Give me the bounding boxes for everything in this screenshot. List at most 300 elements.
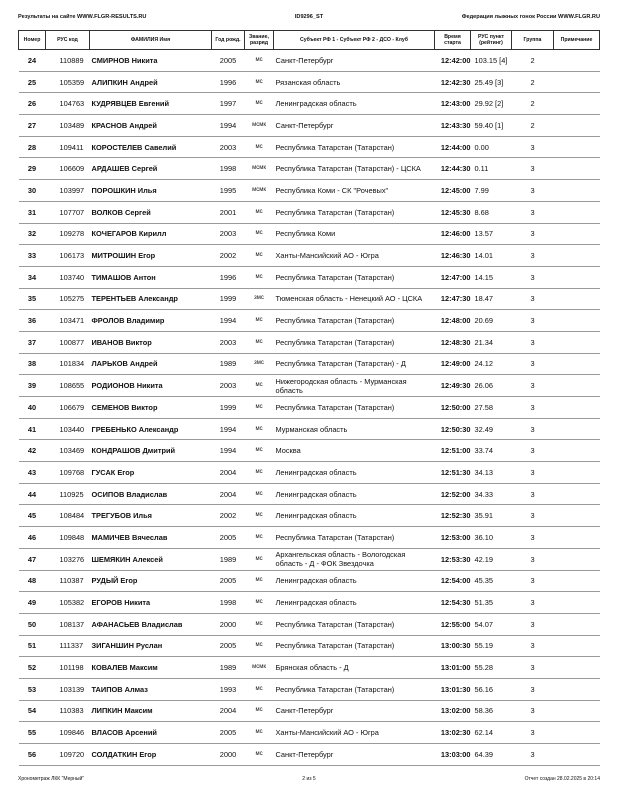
cell-points: 0.00 [471, 136, 512, 158]
cell-note [554, 635, 600, 657]
cell-region: Мурманская область [274, 418, 435, 440]
cell-region: Ленинградская область [274, 570, 435, 592]
cell-athlete-name: ШЕМЯКИН Алексей [90, 548, 212, 570]
cell-birth-year: 2005 [212, 527, 245, 549]
cell-points: 42.19 [471, 548, 512, 570]
cell-region: Брянская область - Д [274, 657, 435, 679]
cell-number: 47 [19, 548, 46, 570]
cell-athlete-name: КОНДРАШОВ Дмитрий [90, 440, 212, 462]
cell-rus-code: 109720 [46, 744, 90, 766]
col-header-num: Номер [19, 31, 46, 50]
cell-rank: мс [245, 93, 274, 115]
table-row [19, 266, 600, 288]
cell-start-time: 12:54:00 [435, 570, 471, 592]
cell-start-time: 12:53:30 [435, 548, 471, 570]
cell-athlete-name: ТРЕГУБОВ Илья [90, 505, 212, 527]
cell-birth-year: 1995 [212, 180, 245, 202]
start-list-table [18, 30, 600, 766]
cell-athlete-name: ПОРОШКИН Илья [90, 180, 212, 202]
cell-region: Ханты-Мансийский АО - Югра [274, 722, 435, 744]
cell-rus-code: 101198 [46, 657, 90, 679]
cell-number: 34 [19, 266, 46, 288]
cell-group: 3 [512, 657, 554, 679]
cell-rank: мс [245, 678, 274, 700]
cell-start-time: 13:00:30 [435, 635, 471, 657]
cell-rank: мс [245, 223, 274, 245]
cell-number: 55 [19, 722, 46, 744]
cell-note [554, 158, 600, 180]
cell-start-time: 13:01:00 [435, 657, 471, 679]
cell-rank: мс [245, 201, 274, 223]
cell-birth-year: 1999 [212, 397, 245, 419]
cell-athlete-name: ОСИПОВ Владислав [90, 483, 212, 505]
cell-note [554, 71, 600, 93]
cell-group: 3 [512, 397, 554, 419]
cell-rank: мсмк [245, 180, 274, 202]
cell-athlete-name: СЕМЕНОВ Виктор [90, 397, 212, 419]
cell-note [554, 136, 600, 158]
table-row [19, 418, 600, 440]
cell-start-time: 12:55:00 [435, 613, 471, 635]
cell-note [554, 744, 600, 766]
cell-note [554, 50, 600, 72]
cell-rus-code: 103469 [46, 440, 90, 462]
cell-rank: мсмк [245, 657, 274, 679]
cell-region: Москва [274, 440, 435, 462]
cell-start-time: 13:01:30 [435, 678, 471, 700]
cell-athlete-name: КОВАЛЕВ Максим [90, 657, 212, 679]
cell-number: 41 [19, 418, 46, 440]
cell-points: 34.33 [471, 483, 512, 505]
cell-note [554, 700, 600, 722]
cell-number: 56 [19, 744, 46, 766]
cell-number: 50 [19, 613, 46, 635]
cell-note [554, 570, 600, 592]
cell-start-time: 12:48:00 [435, 310, 471, 332]
cell-rus-code: 108137 [46, 613, 90, 635]
cell-birth-year: 2004 [212, 462, 245, 484]
cell-region: Республика Татарстан (Татарстан) [274, 635, 435, 657]
cell-birth-year: 1999 [212, 288, 245, 310]
cell-rus-code: 106173 [46, 245, 90, 267]
cell-region: Республика Татарстан (Татарстан) [274, 331, 435, 353]
cell-birth-year: 2003 [212, 375, 245, 397]
cell-points: 54.07 [471, 613, 512, 635]
cell-group: 3 [512, 483, 554, 505]
cell-birth-year: 2002 [212, 245, 245, 267]
cell-group: 3 [512, 462, 554, 484]
cell-rank: мс [245, 245, 274, 267]
table-row [19, 71, 600, 93]
table-header-row [19, 31, 600, 50]
cell-region: Тюменская область - Ненецкий АО - ЦСКА [274, 288, 435, 310]
cell-start-time: 13:03:00 [435, 744, 471, 766]
cell-athlete-name: ТИМАШОВ Антон [90, 266, 212, 288]
table-row [19, 592, 600, 614]
cell-region: Ленинградская область [274, 592, 435, 614]
cell-group: 3 [512, 266, 554, 288]
cell-group: 3 [512, 700, 554, 722]
cell-rus-code: 109768 [46, 462, 90, 484]
cell-rus-code: 106679 [46, 397, 90, 419]
cell-start-time: 12:47:30 [435, 288, 471, 310]
cell-birth-year: 1996 [212, 71, 245, 93]
cell-region: Ленинградская область [274, 462, 435, 484]
cell-rus-code: 105359 [46, 71, 90, 93]
table-row [19, 722, 600, 744]
cell-group: 3 [512, 570, 554, 592]
cell-rank: мс [245, 635, 274, 657]
cell-athlete-name: ЗИГАНШИН Руслан [90, 635, 212, 657]
cell-rank: мс [245, 375, 274, 397]
cell-points: 7.99 [471, 180, 512, 202]
cell-birth-year: 2002 [212, 505, 245, 527]
cell-birth-year: 2001 [212, 201, 245, 223]
table-row [19, 288, 600, 310]
cell-athlete-name: МИТРОШИН Егор [90, 245, 212, 267]
cell-birth-year: 1998 [212, 592, 245, 614]
cell-region: Республика Татарстан (Татарстан) [274, 613, 435, 635]
cell-note [554, 353, 600, 375]
cell-points: 59.40 [1] [471, 115, 512, 137]
cell-rank: мс [245, 527, 274, 549]
cell-note [554, 397, 600, 419]
cell-start-time: 12:50:30 [435, 418, 471, 440]
cell-group: 3 [512, 375, 554, 397]
cell-start-time: 12:42:00 [435, 50, 471, 72]
cell-points: 64.39 [471, 744, 512, 766]
cell-points: 62.14 [471, 722, 512, 744]
cell-number: 35 [19, 288, 46, 310]
cell-note [554, 613, 600, 635]
cell-group: 3 [512, 592, 554, 614]
cell-athlete-name: ВОЛКОВ Сергей [90, 201, 212, 223]
cell-note [554, 483, 600, 505]
cell-birth-year: 2000 [212, 613, 245, 635]
cell-number: 38 [19, 353, 46, 375]
cell-athlete-name: АФАНАСЬЕВ Владислав [90, 613, 212, 635]
cell-rank: мс [245, 397, 274, 419]
cell-number: 37 [19, 331, 46, 353]
cell-number: 52 [19, 657, 46, 679]
cell-group: 3 [512, 180, 554, 202]
table-row [19, 375, 600, 397]
cell-region: Республика Коми [274, 223, 435, 245]
table-row [19, 223, 600, 245]
cell-rus-code: 110383 [46, 700, 90, 722]
cell-rank: мсмк [245, 158, 274, 180]
table-row [19, 201, 600, 223]
cell-group: 3 [512, 744, 554, 766]
table-row [19, 331, 600, 353]
cell-start-time: 12:54:30 [435, 592, 471, 614]
cell-birth-year: 2005 [212, 635, 245, 657]
timing-credit: Хронометраж ЛКК "Мерный" [18, 776, 85, 782]
cell-region: Республика Татарстан (Татарстан) [274, 397, 435, 419]
cell-region: Республика Коми - СК "Рочевых" [274, 180, 435, 202]
cell-note [554, 527, 600, 549]
cell-points: 45.35 [471, 570, 512, 592]
cell-rank: мс [245, 722, 274, 744]
cell-region: Санкт-Петербург [274, 115, 435, 137]
cell-rank: мс [245, 570, 274, 592]
cell-region: Ленинградская область [274, 483, 435, 505]
cell-birth-year: 1997 [212, 93, 245, 115]
cell-points: 20.69 [471, 310, 512, 332]
cell-group: 2 [512, 93, 554, 115]
cell-points: 21.34 [471, 331, 512, 353]
cell-rank: мс [245, 418, 274, 440]
cell-number: 32 [19, 223, 46, 245]
cell-note [554, 548, 600, 570]
cell-number: 44 [19, 483, 46, 505]
cell-start-time: 12:52:30 [435, 505, 471, 527]
cell-note [554, 93, 600, 115]
table-row [19, 50, 600, 72]
cell-points: 0.11 [471, 158, 512, 180]
table-row [19, 462, 600, 484]
cell-athlete-name: ЛАРЬКОВ Андрей [90, 353, 212, 375]
table-row [19, 245, 600, 267]
cell-note [554, 266, 600, 288]
table-row [19, 613, 600, 635]
cell-start-time: 13:02:30 [435, 722, 471, 744]
cell-athlete-name: КОЧЕГАРОВ Кирилл [90, 223, 212, 245]
cell-region: Республика Татарстан (Татарстан) [274, 136, 435, 158]
cell-number: 29 [19, 158, 46, 180]
cell-rank: мс [245, 71, 274, 93]
site-url-header: Результаты на сайте WWW.FLGR-RESULTS.RU [18, 14, 147, 20]
cell-rank: мс [245, 592, 274, 614]
cell-note [554, 505, 600, 527]
cell-points: 58.36 [471, 700, 512, 722]
cell-points: 14.15 [471, 266, 512, 288]
cell-start-time: 12:49:00 [435, 353, 471, 375]
cell-group: 3 [512, 158, 554, 180]
table-row [19, 744, 600, 766]
cell-rus-code: 105382 [46, 592, 90, 614]
cell-athlete-name: ГРЕБЕНЬКО Александр [90, 418, 212, 440]
cell-number: 51 [19, 635, 46, 657]
cell-points: 13.57 [471, 223, 512, 245]
cell-region: Ленинградская область [274, 93, 435, 115]
cell-rus-code: 110387 [46, 570, 90, 592]
cell-start-time: 12:47:00 [435, 266, 471, 288]
cell-athlete-name: ИВАНОВ Виктор [90, 331, 212, 353]
cell-rus-code: 110925 [46, 483, 90, 505]
cell-note [554, 245, 600, 267]
cell-start-time: 12:44:30 [435, 158, 471, 180]
col-header-code: РУС код [46, 31, 90, 50]
cell-rus-code: 109846 [46, 722, 90, 744]
cell-birth-year: 2005 [212, 50, 245, 72]
cell-number: 25 [19, 71, 46, 93]
cell-birth-year: 2000 [212, 744, 245, 766]
federation-header: Федерация лыжных гонок России WWW.FLGR.RU [461, 14, 600, 20]
cell-points: 8.68 [471, 201, 512, 223]
report-timestamp: Отчет создан 28.02.2025 в 20:14 [524, 776, 600, 782]
cell-rus-code: 103139 [46, 678, 90, 700]
cell-athlete-name: КУДРЯВЦЕВ Евгений [90, 93, 212, 115]
cell-rank: мс [245, 266, 274, 288]
cell-number: 27 [19, 115, 46, 137]
cell-birth-year: 2003 [212, 136, 245, 158]
cell-rank: змс [245, 353, 274, 375]
table-row [19, 136, 600, 158]
cell-group: 3 [512, 722, 554, 744]
cell-points: 103.15 [4] [471, 50, 512, 72]
cell-rus-code: 105275 [46, 288, 90, 310]
cell-group: 3 [512, 548, 554, 570]
cell-points: 34.13 [471, 462, 512, 484]
cell-birth-year: 2003 [212, 223, 245, 245]
cell-region: Республика Татарстан (Татарстан) [274, 266, 435, 288]
cell-group: 3 [512, 613, 554, 635]
cell-group: 3 [512, 136, 554, 158]
cell-start-time: 12:51:30 [435, 462, 471, 484]
cell-birth-year: 1994 [212, 440, 245, 462]
cell-athlete-name: АРДАШЕВ Сергей [90, 158, 212, 180]
cell-rus-code: 103471 [46, 310, 90, 332]
table-row [19, 657, 600, 679]
cell-athlete-name: ГУСАК Егор [90, 462, 212, 484]
cell-note [554, 657, 600, 679]
cell-points: 27.58 [471, 397, 512, 419]
cell-region: Санкт-Петербург [274, 50, 435, 72]
cell-region: Республика Татарстан (Татарстан) [274, 310, 435, 332]
cell-rank: мс [245, 700, 274, 722]
cell-rus-code: 104763 [46, 93, 90, 115]
cell-birth-year: 2004 [212, 483, 245, 505]
cell-athlete-name: КОРОСТЕЛЕВ Савелий [90, 136, 212, 158]
cell-group: 3 [512, 245, 554, 267]
cell-athlete-name: ТЕРЕНТЬЕВ Александр [90, 288, 212, 310]
cell-athlete-name: ФРОЛОВ Владимир [90, 310, 212, 332]
cell-region: Республика Татарстан (Татарстан) [274, 678, 435, 700]
cell-group: 3 [512, 288, 554, 310]
page-number: 2 из 5 [302, 776, 316, 782]
cell-points: 33.74 [471, 440, 512, 462]
cell-birth-year: 2004 [212, 700, 245, 722]
cell-athlete-name: ВЛАСОВ Арсений [90, 722, 212, 744]
cell-group: 3 [512, 678, 554, 700]
cell-note [554, 115, 600, 137]
col-header-subject: Субъект РФ 1 - Субъект РФ 2 - ДСО - Клуб [274, 31, 435, 50]
cell-athlete-name: ЕГОРОВ Никита [90, 592, 212, 614]
table-row [19, 397, 600, 419]
cell-rus-code: 103276 [46, 548, 90, 570]
cell-birth-year: 1989 [212, 353, 245, 375]
cell-number: 28 [19, 136, 46, 158]
cell-number: 24 [19, 50, 46, 72]
cell-birth-year: 2005 [212, 570, 245, 592]
cell-group: 3 [512, 527, 554, 549]
cell-athlete-name: ЛИПКИН Максим [90, 700, 212, 722]
col-header-group: Группа [512, 31, 554, 50]
cell-athlete-name: СОЛДАТКИН Егор [90, 744, 212, 766]
cell-points: 55.19 [471, 635, 512, 657]
cell-number: 43 [19, 462, 46, 484]
table-row [19, 570, 600, 592]
cell-birth-year: 1994 [212, 418, 245, 440]
cell-start-time: 12:45:00 [435, 180, 471, 202]
cell-region: Республика Татарстан (Татарстан) - ЦСКА [274, 158, 435, 180]
col-header-time: Время старта [435, 31, 471, 50]
cell-rus-code: 108655 [46, 375, 90, 397]
cell-points: 18.47 [471, 288, 512, 310]
cell-number: 42 [19, 440, 46, 462]
cell-start-time: 12:45:30 [435, 201, 471, 223]
cell-rus-code: 111337 [46, 635, 90, 657]
cell-athlete-name: РУДЫЙ Егор [90, 570, 212, 592]
cell-start-time: 12:53:00 [435, 527, 471, 549]
cell-start-time: 12:43:00 [435, 93, 471, 115]
table-row [19, 548, 600, 570]
cell-rank: мс [245, 613, 274, 635]
cell-number: 31 [19, 201, 46, 223]
cell-group: 3 [512, 505, 554, 527]
cell-start-time: 12:52:00 [435, 483, 471, 505]
cell-number: 48 [19, 570, 46, 592]
cell-birth-year: 1994 [212, 310, 245, 332]
cell-region: Санкт-Петербург [274, 744, 435, 766]
cell-number: 53 [19, 678, 46, 700]
cell-rank: мс [245, 462, 274, 484]
cell-rus-code: 109411 [46, 136, 90, 158]
cell-note [554, 462, 600, 484]
cell-number: 54 [19, 700, 46, 722]
cell-note [554, 722, 600, 744]
cell-start-time: 12:48:30 [435, 331, 471, 353]
cell-group: 3 [512, 635, 554, 657]
cell-start-time: 12:43:30 [435, 115, 471, 137]
cell-start-time: 13:02:00 [435, 700, 471, 722]
table-row [19, 353, 600, 375]
cell-birth-year: 1994 [212, 115, 245, 137]
cell-points: 56.16 [471, 678, 512, 700]
cell-rus-code: 101834 [46, 353, 90, 375]
cell-start-time: 12:51:00 [435, 440, 471, 462]
cell-group: 2 [512, 71, 554, 93]
cell-note [554, 418, 600, 440]
col-header-note: Примечание [554, 31, 600, 50]
cell-birth-year: 1998 [212, 158, 245, 180]
cell-group: 3 [512, 440, 554, 462]
cell-points: 32.49 [471, 418, 512, 440]
cell-rus-code: 109848 [46, 527, 90, 549]
cell-note [554, 310, 600, 332]
col-header-name: ФАМИЛИЯ Имя [90, 31, 212, 50]
cell-rank: мс [245, 331, 274, 353]
cell-rus-code: 109278 [46, 223, 90, 245]
cell-note [554, 678, 600, 700]
table-row [19, 310, 600, 332]
cell-start-time: 12:42:30 [435, 71, 471, 93]
cell-number: 40 [19, 397, 46, 419]
cell-birth-year: 1989 [212, 548, 245, 570]
cell-birth-year: 1996 [212, 266, 245, 288]
cell-group: 3 [512, 418, 554, 440]
cell-region: Ханты-Мансийский АО - Югра [274, 245, 435, 267]
cell-number: 39 [19, 375, 46, 397]
cell-athlete-name: КРАСНОВ Андрей [90, 115, 212, 137]
cell-group: 2 [512, 50, 554, 72]
cell-note [554, 223, 600, 245]
table-row [19, 678, 600, 700]
cell-note [554, 180, 600, 202]
cell-number: 46 [19, 527, 46, 549]
cell-rus-code: 106609 [46, 158, 90, 180]
